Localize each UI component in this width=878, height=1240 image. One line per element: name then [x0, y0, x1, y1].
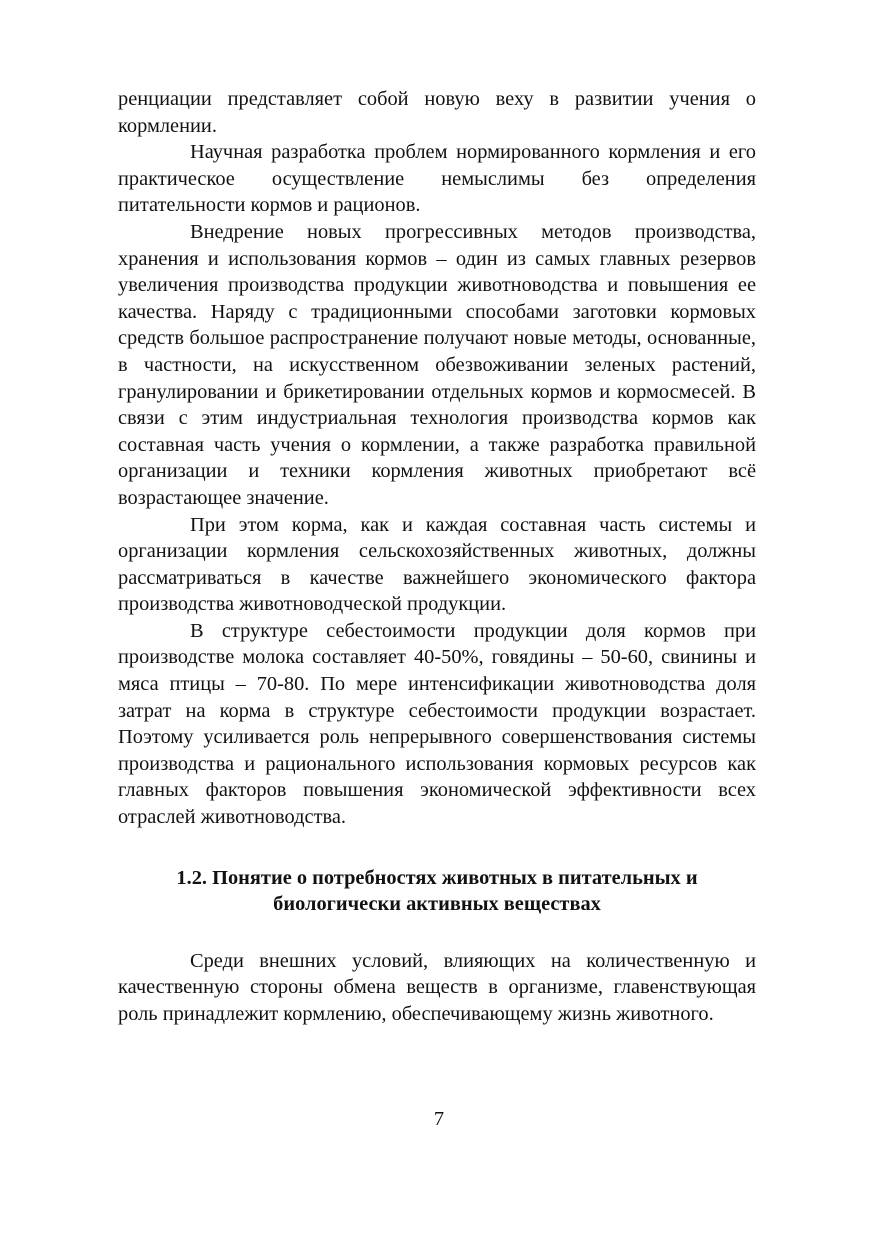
page-number: 7	[433, 1108, 445, 1130]
paragraph-5: В структуре себестоимости продукции доля кормов при производстве молока составляет 40-50%, говядины – 50-60, свинины и мяса птицы – 70-80. По мере интенсификации животноводства доля затрат на корма в структуре себестоимости продукции возрастает. Поэтому усиливается роль непрерывного совершенствования системы производства и рационального использования кормовых ресурсов как главных факторов повышения экономической эффективности всех отраслей животноводства.	[118, 619, 756, 829]
section-heading-line-1: 1.2. Понятие о потребностях животных в питательных и	[176, 866, 698, 889]
paragraph-3: Внедрение новых прогрессивных методов производства, хранения и использования кормов – один из самых главных резервов увеличения производства продукции животноводства и повышения ее качества. Наряду с традиционными способами заготовки кормовых средств большое распространение получают новые методы, основанные, в частности, на искусственном обезвоживании зеленых растений, гранулировании и брикетировании отдельных кормов и кормосмесей. В связи с этим индустриальная технология производства кормов как составная часть учения о кормлении, а также разработка правильной организации и техники кормления животных приобретают всё возрастающее значение.	[118, 220, 756, 509]
page-body	[118, 86, 756, 1028]
paragraph-1: ренциации представляет собой новую веху в развитии учения о кормлении.	[118, 88, 756, 137]
section-heading-line-2: биологически активных веществах	[273, 893, 601, 916]
section-heading	[118, 865, 756, 918]
paragraph-4: При этом корма, как и каждая составная часть системы и организации кормления сельскохозяйственных животных, должны рассматриваться в качестве важнейшего экономического фактора производства животноводческой продукции.	[118, 513, 756, 616]
section-paragraph-1: Среди внешних условий, влияющих на количественную и качественную стороны обмена веществ в организме, главенствующая роль принадлежит кормлению, обеспечивающему жизнь животного.	[118, 949, 756, 1025]
paragraph-2: Научная разработка проблем нормированного кормления и его практическое осуществление немыслимы без определения питательности кормов и рационов.	[118, 141, 756, 217]
